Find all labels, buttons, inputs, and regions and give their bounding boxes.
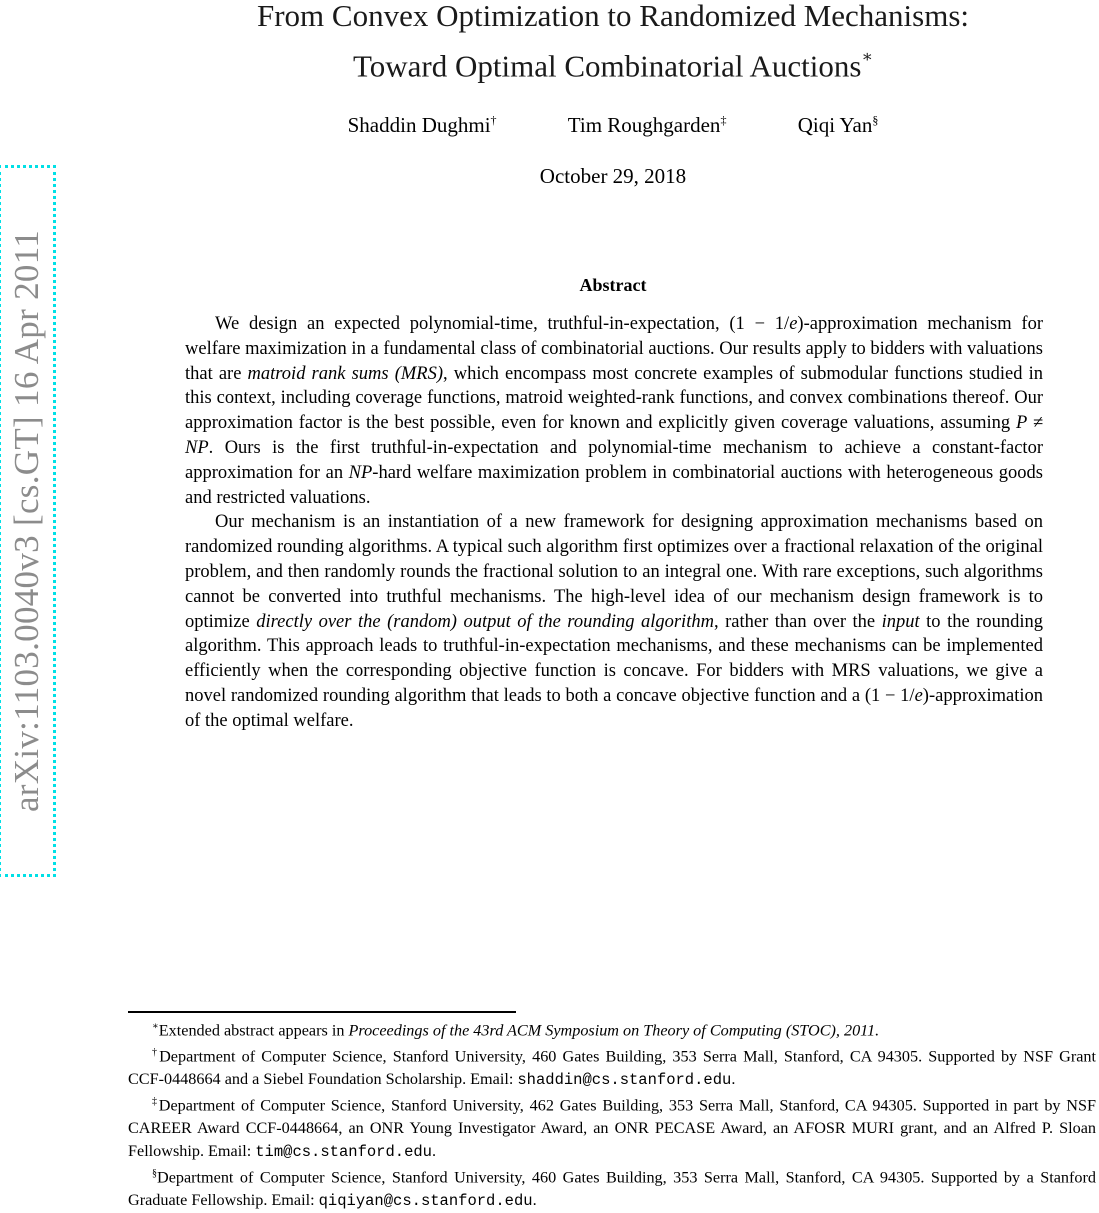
footnote-mark: ∗ — [152, 1021, 159, 1032]
email-link[interactable]: qiqiyan@cs.stanford.edu — [318, 1192, 533, 1211]
author-name: Tim Roughgarden — [567, 113, 721, 137]
title-line-1: From Convex Optimization to Randomized Mechanisms: — [256, 0, 970, 33]
author-yan — [798, 113, 879, 138]
footnote-mark: § — [152, 1168, 157, 1180]
footnote-mark: † — [152, 1046, 160, 1058]
abstract-text: -hard welfare maximization problem in combinatorial auctions with heterogeneous goods and restricted valuations. — [185, 462, 1043, 508]
abstract-text: We design an expected polynomial-time, truthful-in-expectation, (1 − 1/ — [215, 314, 790, 334]
math-np: NP — [348, 462, 373, 483]
math-e: e — [789, 314, 798, 334]
footnote-text: . — [431, 1141, 437, 1160]
arxiv-stamp-text: arXiv:1103.0040v3 [cs.GT] 16 Apr 2011 — [7, 229, 47, 813]
footnote-text: Extended abstract appears in — [158, 1021, 349, 1040]
math-p-neq-np: P ≠ NP — [185, 413, 1043, 458]
footnote-text: Department of Computer Science, Stanford University, 460 Gates Building, 353 Serra Mall, Stanford, CA 94305. Supported by a Stanford Graduate Fellowship. Email: — [128, 1168, 1096, 1210]
arxiv-stamp — [0, 165, 56, 877]
footnote-4 — [128, 1163, 1096, 1212]
emphasis-input: input — [881, 611, 920, 632]
footnote-1 — [128, 1016, 1096, 1042]
abstract-paragraph-2 — [185, 510, 1043, 733]
abstract-text: , which encompass most concrete examples of submodular functions studied in this context, including coverage functions, matroid weighted-rank functions, and convex combinations thereof. Our approximation factor is the best possible, even for known and explicitly given coverage valuations, assuming — [185, 363, 1043, 434]
term-mrs: matroid rank sums (MRS) — [247, 363, 443, 384]
abstract-text: to the rounding algorithm. This approach leads to truthful-in-expectation mechanisms, and these mechanisms can be implemented efficiently when the corresponding objective function is concave. For bidders with MRS valuations, we give a novel randomized rounding algorithm that leads to both a concave objective function and a (1 − 1/ — [185, 611, 1043, 706]
footnote-text: Department of Computer Science, Stanford University, 462 Gates Building, 353 Serra Mall, Stanford, CA 94305. Supported in part by NSF CAREER Award CCF-0448664, an ONR Young Investigator Award, an ONR PECASE Award, an AFOSR MURI grant, and an Alfred P. Sloan Fellowship. Email: — [128, 1096, 1097, 1160]
author-footnote-mark: † — [490, 113, 497, 127]
author-name: Shaddin Dughmi — [347, 113, 491, 137]
author-footnote-mark: ‡ — [720, 113, 727, 127]
abstract-text: )-approximation of the optimal welfare. — [185, 685, 1043, 731]
footnote-divider — [128, 1011, 516, 1013]
author-name: Qiqi Yan — [797, 113, 873, 137]
author-roughgarden — [568, 113, 727, 138]
title-line-2 — [130, 38, 1096, 88]
footnote-text: . — [532, 1191, 537, 1210]
abstract-heading: Abstract — [579, 275, 647, 295]
footnote-2 — [128, 1042, 1096, 1091]
author-list — [130, 113, 1096, 138]
abstract-text: , rather than over the — [713, 611, 882, 632]
paper-date: October 29, 2018 — [539, 164, 687, 188]
author-footnote-mark: § — [872, 113, 879, 127]
author-dughmi — [348, 113, 497, 138]
footnote-text: Department of Computer Science, Stanford University, 460 Gates Building, 353 Serra Mall, Stanford, CA 94305. Supported by NSF Grant CCF-0448664 and a Siebel Foundation Scholarship. Email: — [128, 1047, 1097, 1088]
footnote-venue: Proceedings of the 43rd ACM Symposium on Theory of Computing (STOC), 2011. — [348, 1021, 880, 1040]
title-footnote-mark: ∗ — [861, 47, 873, 66]
email-link[interactable]: tim@cs.stanford.edu — [255, 1142, 432, 1161]
abstract-text: . Ours is the first truthful-in-expectation and polynomial-time mechanism to achieve a constant-factor approximation for an — [185, 437, 1043, 483]
paper-title — [130, 0, 1096, 88]
math-e: e — [914, 685, 923, 706]
email-link[interactable]: shaddin@cs.stanford.edu — [517, 1070, 732, 1089]
abstract-text: Our mechanism is an instantiation of a new framework for designing approximation mechanisms based on randomized rounding algorithms. A typical such algorithm first optimizes over a fractional relaxation of the original problem, and then randomly rounds the fractional solution to an integral one. With rare exceptions, such algorithms cannot be converted into truthful mechanisms. The high-level idea of our mechanism design framework is to optimize — [185, 512, 1043, 632]
footnote-3 — [128, 1091, 1096, 1163]
footnotes — [128, 1016, 1096, 1213]
abstract-body — [185, 312, 1043, 734]
abstract-text: )-approximation mechanism for welfare maximization in a fundamental class of combinatorial auctions. Our results apply to bidders with valuations that are — [185, 314, 1044, 384]
footnote-mark: ‡ — [152, 1096, 159, 1108]
emphasis-directly: directly over the (random) output of the rounding algorithm — [256, 611, 714, 632]
footnote-text: . — [731, 1069, 736, 1088]
abstract-paragraph-1 — [185, 312, 1043, 510]
title-line-2-text: Toward Optimal Combinatorial Auctions — [353, 48, 862, 84]
